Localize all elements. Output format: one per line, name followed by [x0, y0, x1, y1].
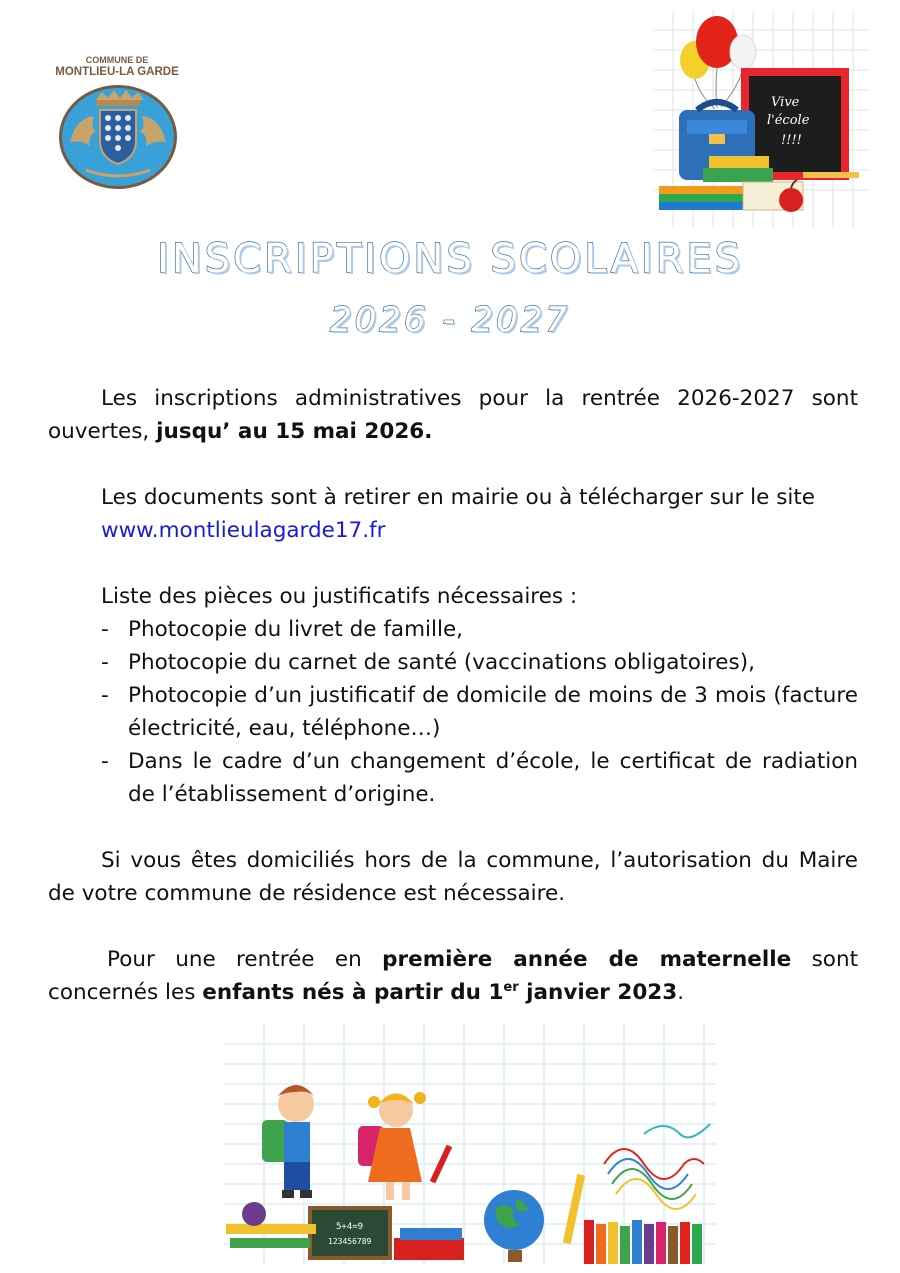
- main-content: [48, 382, 858, 1009]
- school-supplies-illustration: [653, 10, 869, 228]
- outside-commune-paragraph: Si vous êtes domiciliés hors de la commune, l’autorisation du Maire de votre commune de résidence est nécessaire.: [48, 848, 858, 906]
- list-item: - Photocopie du carnet de santé (vaccinations obligatoires),: [101, 650, 755, 675]
- website-link[interactable]: www.montlieulagarde17.fr: [101, 518, 386, 543]
- school-year: 2026 - 2027: [330, 300, 570, 340]
- documents-paragraph: Les documents sont à retirer en mairie ou à télécharger sur le site: [101, 485, 816, 510]
- logo-caption-line2: MONTLIEU-LA GARDE: [55, 66, 179, 78]
- chalkboard-text-1: Vive: [771, 95, 800, 110]
- logo-caption-line1: COMMUNE DE: [85, 55, 149, 65]
- maternelle-paragraph: Pour une rentrée en première année de maternelle sont concernés les enfants nés à partir du 1er janvier 2023.: [48, 947, 858, 1005]
- children-school-illustration: [224, 1024, 716, 1264]
- page-title: INSCRIPTIONS SCOLAIRES: [156, 236, 744, 282]
- chalkboard-text-2: l'école: [767, 113, 810, 128]
- chalkboard-text-3: !!!!: [781, 133, 802, 148]
- math-digits: 123456789: [328, 1237, 372, 1246]
- list-heading: Liste des pièces ou justificatifs nécessaires :: [101, 584, 578, 609]
- list-item: - Dans le cadre d’un changement d’école, le certificat de radiation de l’établissement d’origine.: [101, 749, 858, 807]
- list-item: - Photocopie du livret de famille,: [101, 617, 464, 642]
- commune-logo: [52, 54, 182, 194]
- documents-list: [48, 613, 858, 811]
- intro-text: Les inscriptions administratives pour la rentrée 2026-2027 sont ouvertes,: [48, 386, 858, 444]
- list-item: - Photocopie d’un justificatif de domicile de moins de 3 mois (facture électricité, eau, téléphone…): [101, 683, 858, 741]
- math-text: 5+4=9: [336, 1222, 364, 1232]
- logo-caption: [52, 54, 182, 78]
- intro-paragraph: [48, 382, 858, 448]
- intro-deadline: jusqu’ au 15 mai 2026.: [156, 419, 433, 444]
- coat-of-arms-icon: [56, 82, 180, 192]
